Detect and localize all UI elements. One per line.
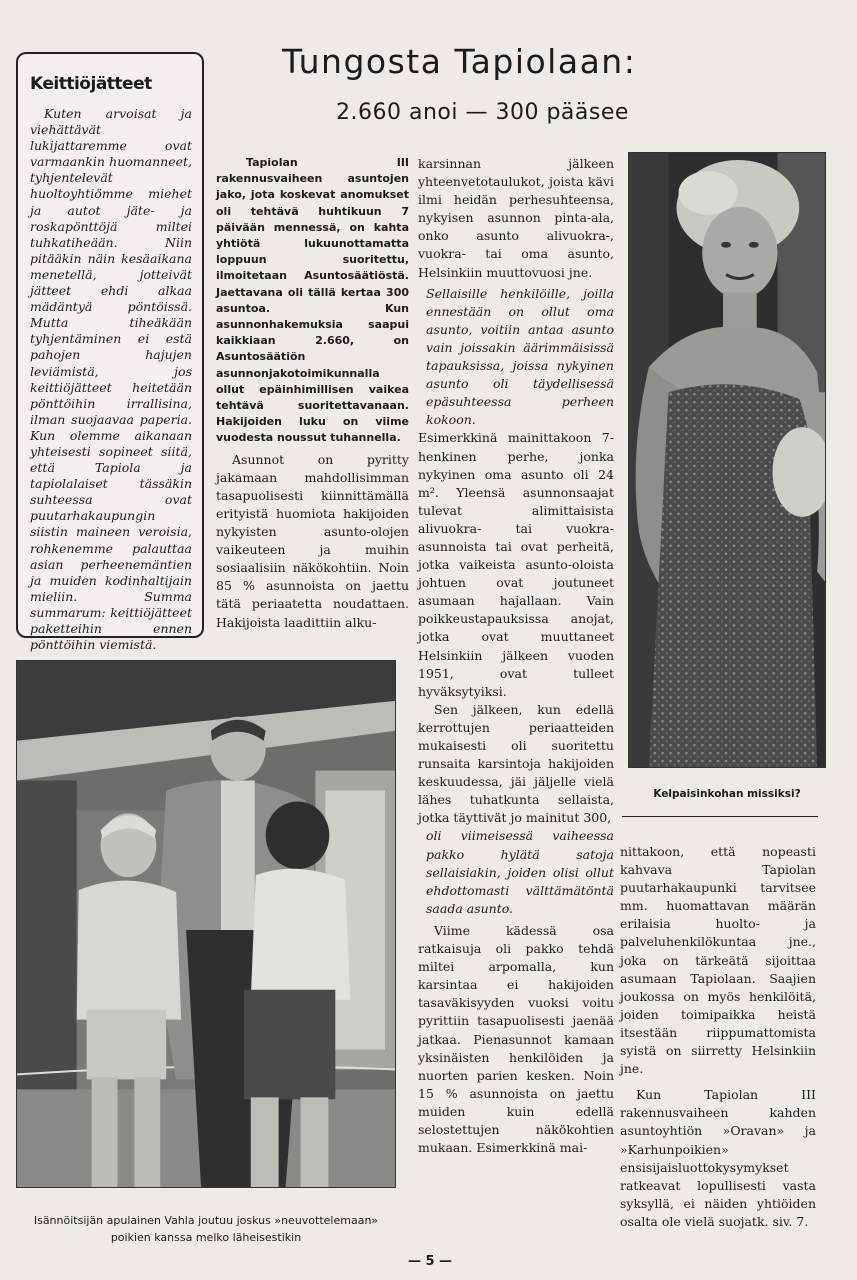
article-paragraph: Kun Tapiolan III rakennusvaiheen kahden asuntoyhtiön »Oravan» ja »Karhunpoikien» ensisijaisluottokysymykset ratkeavat lopullisesti vasta syksyllä, ei näiden yhtiöiden osalta ole vielä suojatk. siv. 7. — [620, 1087, 816, 1229]
article-quote: oli viimeisessä vaiheessa pakko hylätä satoja sellaisiakin, joiden olisi ollut ehdottomasti välttämätöntä saada asunto. — [426, 828, 614, 916]
article-paragraph: karsinnan jälkeen yhteenvetotaulukot, joista kävi ilmi heidän perhesuhteensa, nykyisen asunnon pinta-ala, onko asunto alivuokra-, vuokra- tai oma asunto, Helsinkiin muuttovuosi jne. — [418, 156, 614, 280]
article-title: Tungosta Tapiolaan: — [282, 42, 637, 81]
article-paragraph: Sen jälkeen, kun edellä kerrottujen periaatteiden mukaisesti oli suoritettu runsaita karsintoja hakijoiden keskuudessa, jäi jäljelle vielä lähes tuhatkunta sellaista, jotka täyttivät jo mainitut 300, — [418, 701, 614, 826]
article-column-3 — [620, 843, 816, 1231]
sidebar-text: Kuten arvoisat ja viehättävät lukijattaremme ovat varmaankin huomanneet, tyhjentelevät huoltoyhtiömme miehet ja autot jäte- ja roskapönttöjä miltei tuhkatiheään. Niin pitääkin näin kesäaikana menetellä, jotteivät jätteet ehdi alkaa mädäntyä pöntöissä. Mutta tiheäkään tyhjentäminen ei estä pahojen hajujen leviämistä, jos keittiöjätteet heitetään pönttöihin irrallisina, ilman suojaavaa paperia. Kun olemme aikanaan yhteisesti sopineet siitä, että Tapiola ja tapiolalaiset tässäkin suhteessa ovat puutarhakaupungin siistin maineen veroisia, rohkenemme palauttaa asian perheenemäntien ja muiden kodinhaltijain mieliin. Summa summarum: keittiöjätteet paketteihin ennen pönttöihin viemistä. — [30, 106, 192, 653]
article-column-1 — [216, 155, 409, 632]
article-paragraph: Asunnot on pyritty jakamaan mahdollisimman tasapuolisesti kiinnittämällä erityistä huomiota hakijoiden nykyisten asunto-olojen vaikeuteen ja muihin sosiaalisiin näkökohtiin. Noin 85 % asunnoista on jaettu tätä periaatetta noudattaen. Hakijoista laadittiin alku- — [216, 451, 409, 630]
article-column-2 — [418, 155, 614, 1157]
photo-woman — [628, 152, 826, 768]
photo-caption-man-and-boys: Isännöitsijän apulainen Vahla joutuu joskus »neuvottelemaan» poikien kanssa melko läheisestikin — [33, 1214, 379, 1244]
photo-man-and-boys-illustration — [17, 661, 395, 1187]
article-paragraph: Viime kädessä osa ratkaisuja oli pakko tehdä miltei arpomalla, kun karsintaa ei hakijoiden tasaväkisyyden vuoksi voitu pyrittiin tasapuolisesti jaenää jatkaa. Pienasunnot kamaan yksinäisten henkilöiden ja nuorten parien kesken. Noin 15 % asunnoista on jaettu muiden kuin edellä selostettujen näkökohtien mukaan. Esimerkkinä mai- — [418, 922, 614, 1156]
article-paragraph: Esimerkkinä mainittakoon 7-henkinen perhe, jonka nykyinen oma asunto oli 24 m². Yleensä asunnonsaajat tulevat alimittaisista alivuokra- tai vuokra-asunnoista tai ovat perheitä, jotka vaikeista asunto-oloista johtuen ovat joutuneet asumaan hajallaan. Vain poikkeustapauksissa anojat, jotka ovat muuttaneet Helsinkiin jälkeen vuoden 1951, ovat tulleet hyväksytyiksi. — [418, 430, 614, 699]
article-quote: Sellaisille henkilöille, joilla ennestään on ollut oma asunto, voitiin antaa asunto vain joissakin äärimmäisissä tapauksissa, joissa nykyinen asunto oli täydellisessä epäsuhteessa perheen kokoon. — [426, 285, 614, 428]
article-paragraph: nittakoon, että nopeasti kahvava Tapiolan puutarhakaupunki tarvitsee mm. huomattavan määrän erilaisia huolto- ja palveluhenkilökuntaa jne., joka on tärkeätä sijoittaa asumaan Tapiolaan. Saajien joukossa on myös henkilöitä, joiden toimipaikka heistä itsestään riippumattomista syistä on siirretty Helsinkiin jne. — [620, 844, 816, 1077]
page-number: — 5 — — [407, 1254, 453, 1269]
sidebar-box — [16, 52, 204, 653]
article-subtitle: 2.660 anoi — 300 pääsee — [336, 100, 629, 125]
sidebar-title: Keittiöjätteet — [30, 74, 152, 94]
photo-woman-illustration — [629, 153, 825, 767]
photo-man-and-boys — [16, 660, 396, 1188]
caption-divider — [622, 816, 818, 817]
article-lead: Tapiolan III rakennusvaiheen asuntojen jako, jota koskevat anomukset oli tehtävä huhtikuun 7 päivään mennessä, on kahta yhtiötä lukuunottamatta loppuun suoritettu, ilmoitetaan Asuntosäätiöstä. Jaettavana oli tällä kertaa 300 asuntoa. Kun asunnonhakemuksia saapui kaikkiaan 2.660, on Asuntosäätiön asunnonjakotoimikunnalla ollut epäinhimillisen vaikea tehtävä suoritettavanaan. Hakijoiden luku on viime vuodesta noussut tuhannella. — [216, 156, 409, 445]
photo-caption-woman: Kelpaisinkohan missiksi? — [653, 788, 801, 800]
